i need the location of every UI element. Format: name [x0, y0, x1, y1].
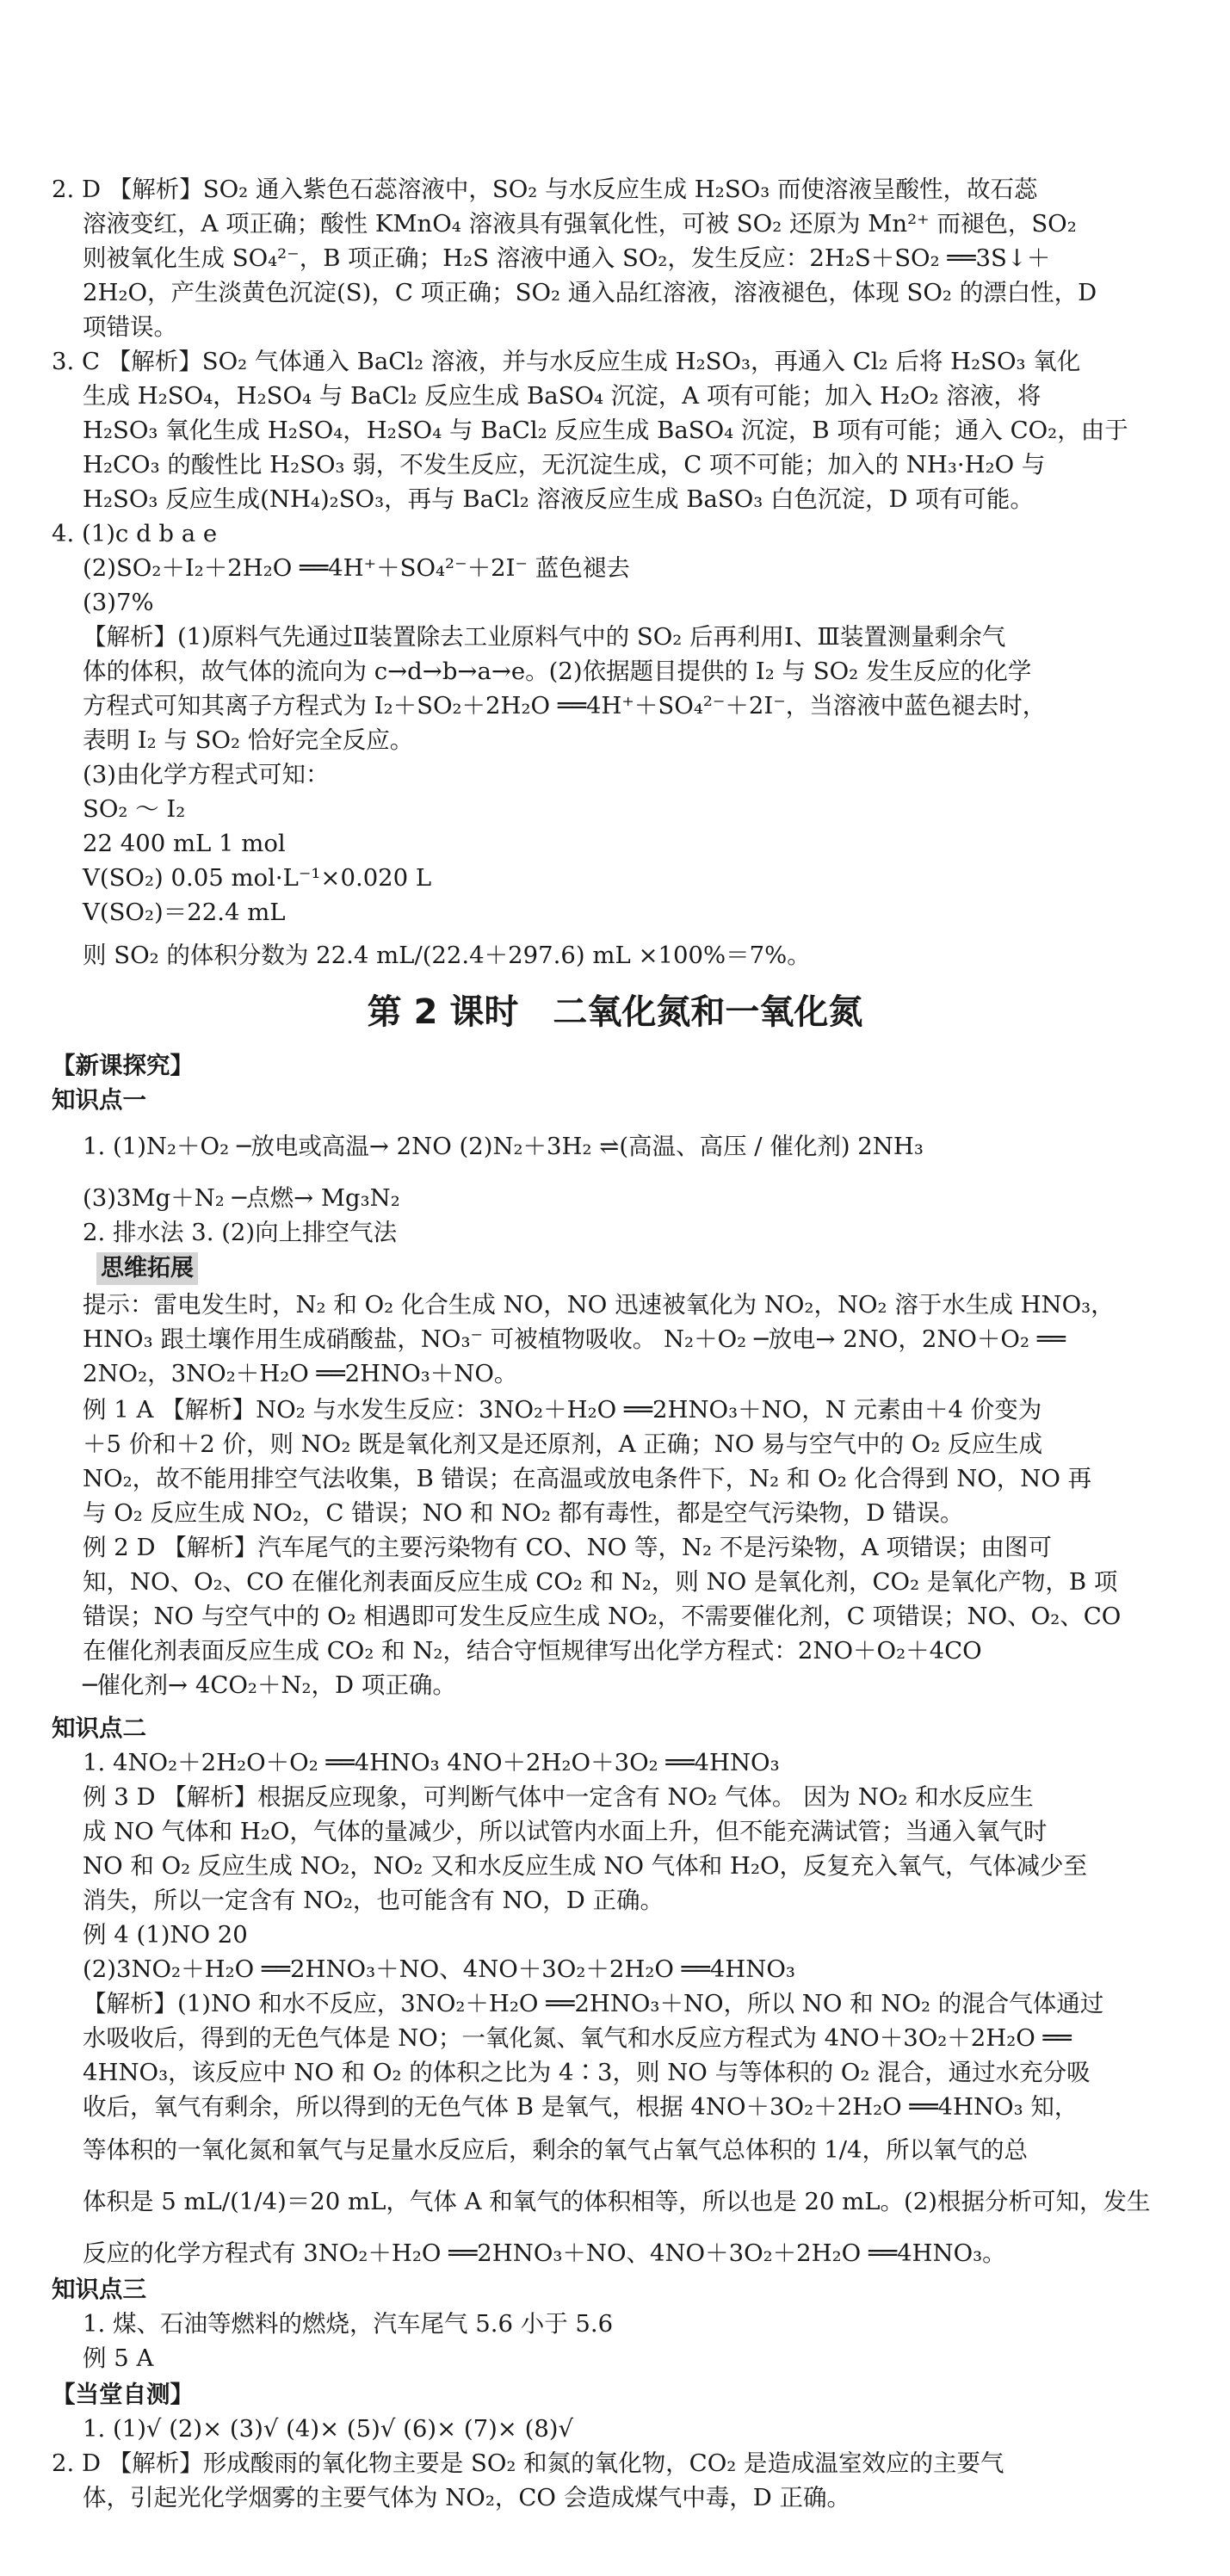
text-line: 2. D 【解析】SO₂ 通入紫色石蕊溶液中，SO₂ 与水反应生成 H₂SO₃ 而使溶液呈酸性，故石蕊	[52, 176, 1038, 203]
text-line: H₂SO₃ 反应生成(NH₄)₂SO₃，再与 BaCl₂ 溶液反应生成 BaSO₃ 白色沉淀，D 项有可能。	[83, 485, 1034, 513]
text-line: NO 和 O₂ 反应生成 NO₂，NO₂ 又和水反应生成 NO 气体和 H₂O，反复充入氧气，气体减少至	[83, 1852, 1088, 1880]
text-line: 体，引起光化学烟雾的主要气体为 NO₂，CO 会造成煤气中毒，D 正确。	[83, 2484, 850, 2511]
text-line: 与 O₂ 反应生成 NO₂，C 错误；NO 和 NO₂ 都有毒性，都是空气污染物，D 错误。	[83, 1499, 964, 1527]
text-line: H₂SO₃ 氧化生成 H₂SO₄，H₂SO₄ 与 BaCl₂ 反应生成 BaSO₄ 沉淀，B 项有可能；通入 CO₂，由于	[83, 417, 1128, 444]
text-line: 例 3 D 【解析】根据反应现象，可判断气体中一定含有 NO₂ 气体。 因为 NO₂ 和水反应生	[83, 1783, 1034, 1811]
text-line: 则 SO₂ 的体积分数为 22.4 mL/(22.4＋297.6) mL ×100%＝7%。	[83, 942, 811, 969]
text-line: 提示：雷电发生时，N₂ 和 O₂ 化合生成 NO，NO 迅速被氧化为 NO₂，NO₂ 溶于水生成 HNO₃，	[83, 1291, 1115, 1319]
text-line: 例 1 A 【解析】NO₂ 与水发生反应：3NO₂＋H₂O ══2HNO₃＋NO，N 元素由＋4 价变为	[83, 1396, 1042, 1424]
text-line: NO₂，故不能用排空气法收集，B 错误；在高温或放电条件下，N₂ 和 O₂ 化合得到 NO，NO 再	[83, 1465, 1092, 1492]
text-line: H₂CO₃ 的酸性比 H₂SO₃ 弱，不发生反应，无沉淀生成，C 项不可能；加入的 NH₃·H₂O 与	[83, 451, 1046, 479]
text-line: 例 5 A	[83, 2344, 154, 2372]
thinking-expansion-tag: 思维拓展	[96, 1252, 198, 1285]
section-heading: 知识点三	[52, 2276, 146, 2303]
text-line: (3)3Mg＋N₂ ─点燃→ Mg₃N₂	[83, 1184, 400, 1212]
text-line: 1. 4NO₂＋2H₂O＋O₂ ══4HNO₃ 4NO＋2H₂O＋3O₂ ══4HNO₃	[83, 1749, 780, 1776]
text-line: 溶液变红，A 项正确；酸性 KMnO₄ 溶液具有强氧化性，可被 SO₂ 还原为 Mn²⁺ 而褪色，SO₂	[83, 210, 1077, 238]
text-line: 4. (1)c d b a e	[52, 520, 218, 547]
text-line: 生成 H₂SO₄，H₂SO₄ 与 BaCl₂ 反应生成 BaSO₄ 沉淀，A 项有可能；加入 H₂O₂ 溶液，将	[83, 382, 1041, 410]
text-line: SO₂ ～ I₂	[83, 795, 186, 823]
text-line: 收后，氧气有剩余，所以得到的无色气体 B 是氧气，根据 4NO＋3O₂＋2H₂O ══4HNO₃ 知，	[83, 2093, 1079, 2121]
text-line: ─催化剂→ 4CO₂＋N₂，D 项正确。	[83, 1671, 456, 1699]
text-line: 项错误。	[83, 313, 177, 341]
text-line: 成 NO 气体和 H₂O，气体的量减少，所以试管内水面上升，但不能充满试管；当通入氧气时	[83, 1818, 1048, 1845]
text-line: 1. (1)√ (2)× (3)√ (4)× (5)√ (6)× (7)× (8)√	[83, 2415, 574, 2443]
section-heading: 【当堂自测】	[52, 2381, 194, 2408]
text-line: 4HNO₃，该反应中 NO 和 O₂ 的体积之比为 4∶3，则 NO 与等体积的 O₂ 混合，通过水充分吸	[83, 2059, 1091, 2086]
text-line: (2)3NO₂＋H₂O ══2HNO₃＋NO、4NO＋3O₂＋2H₂O ══4HNO₃	[83, 1955, 795, 1983]
text-line: 体积是 5 mL/(1/4)＝20 mL，气体 A 和氧气的体积相等，所以也是 20 mL。(2)根据分析可知，发生	[83, 2188, 1151, 2215]
text-line: 1. 煤、石油等燃料的燃烧，汽车尾气 5.6 小于 5.6	[83, 2310, 614, 2338]
text-line: 【解析】(1)原料气先通过Ⅱ装置除去工业原料气中的 SO₂ 后再利用Ⅰ、Ⅲ装置测量剩余气	[83, 623, 1006, 651]
text-line: (3)7%	[83, 589, 154, 616]
text-line: HNO₃ 跟土壤作用生成硝酸盐，NO₃⁻ 可被植物吸收。 N₂＋O₂ ─放电→ 2NO，2NO＋O₂ ══	[83, 1325, 1066, 1353]
text-line: 错误；NO 与空气中的 O₂ 相遇即可发生反应生成 NO₂，不需要催化剂，C 项错误；NO、O₂、CO	[83, 1603, 1122, 1630]
text-line: 知，NO、O₂、CO 在催化剂表面反应生成 CO₂ 和 N₂，则 NO 是氧化剂，CO₂ 是氧化产物，B 项	[83, 1568, 1118, 1596]
section-heading: 知识点一	[52, 1086, 146, 1114]
text-line: 22 400 mL 1 mol	[83, 830, 286, 857]
section-heading: 知识点二	[52, 1714, 146, 1742]
text-line: 消失，所以一定含有 NO₂，也可能含有 NO，D 正确。	[83, 1887, 664, 1914]
text-line: 【解析】(1)NO 和水不反应，3NO₂＋H₂O ══2HNO₃＋NO，所以 NO 和 NO₂ 的混合气体通过	[83, 1990, 1104, 2017]
text-line: 1. (1)N₂＋O₂ ─放电或高温→ 2NO (2)N₂＋3H₂ ⇌(高温、高压 / 催化剂) 2NH₃	[83, 1133, 924, 1160]
text-line: 2H₂O，产生淡黄色沉淀(S)，C 项正确；SO₂ 通入品红溶液，溶液褪色，体现 SO₂ 的漂白性，D	[83, 279, 1097, 306]
text-line: 等体积的一氧化氮和氧气与足量水反应后，剩余的氧气占氧气总体积的 1/4，所以氧气的总	[83, 2136, 1028, 2164]
text-line: 在催化剂表面反应生成 CO₂ 和 N₂，结合守恒规律写出化学方程式：2NO＋O₂＋4CO	[83, 1637, 982, 1665]
text-line: (2)SO₂＋I₂＋2H₂O ══4H⁺＋SO₄²⁻＋2I⁻ 蓝色褪去	[83, 554, 630, 582]
text-line: 例 2 D 【解析】汽车尾气的主要污染物有 CO、NO 等，N₂ 不是污染物，A 项错误；由图可	[83, 1534, 1052, 1561]
text-line: 反应的化学方程式有 3NO₂＋H₂O ══2HNO₃＋NO、4NO＋3O₂＋2H₂O ══4HNO₃。	[83, 2239, 1006, 2267]
text-line: 则被氧化生成 SO₄²⁻，B 项正确；H₂S 溶液中通入 SO₂，发生反应：2H₂S＋SO₂ ══3S↓＋	[83, 244, 1051, 272]
text-line: 2. 排水法 3. (2)向上排空气法	[83, 1219, 398, 1246]
text-line: 例 4 (1)NO 20	[83, 1921, 248, 1949]
text-line: 方程式可知其离子方程式为 I₂＋SO₂＋2H₂O ══4H⁺＋SO₄²⁻＋2I⁻，当溶液中蓝色褪去时，	[83, 692, 1047, 720]
text-line: 体的体积，故气体的流向为 c→d→b→a→e。(2)依据题目提供的 I₂ 与 SO₂ 发生反应的化学	[83, 658, 1032, 685]
lesson-title: 第 2 课时 二氧化氮和一氧化氮	[367, 992, 863, 1032]
text-line: 2NO₂，3NO₂＋H₂O ══2HNO₃＋NO。	[83, 1360, 518, 1387]
text-line: 3. C 【解析】SO₂ 气体通入 BaCl₂ 溶液，并与水反应生成 H₂SO₃，再通入 Cl₂ 后将 H₂SO₃ 氧化	[52, 348, 1081, 375]
section-heading: 【新课探究】	[52, 1052, 194, 1079]
text-line: 2. D 【解析】形成酸雨的氧化物主要是 SO₂ 和氮的氧化物，CO₂ 是造成温室效应的主要气	[52, 2449, 1004, 2477]
text-line: (3)由化学方程式可知：	[83, 761, 330, 788]
text-line: ＋5 价和＋2 价，则 NO₂ 既是氧化剂又是还原剂，A 正确；NO 易与空气中的 O₂ 反应生成	[83, 1430, 1043, 1458]
text-line: V(SO₂) 0.05 mol·L⁻¹×0.020 L	[83, 864, 432, 892]
text-line: 表明 I₂ 与 SO₂ 恰好完全反应。	[83, 726, 414, 754]
text-line: V(SO₂)＝22.4 mL	[83, 899, 286, 926]
text-line: 水吸收后，得到的无色气体是 NO；一氧化氮、氧气和水反应方程式为 4NO＋3O₂＋2H₂O ══	[83, 2024, 1072, 2052]
